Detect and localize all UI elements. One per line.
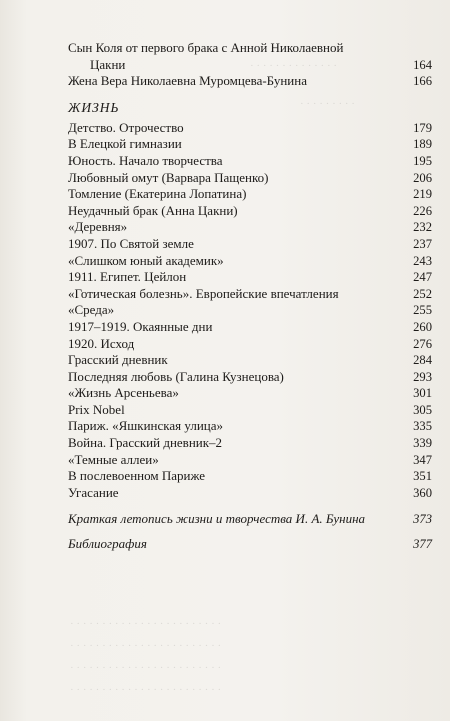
toc-entry-title: Юность. Начало творчества <box>68 152 223 168</box>
toc-entry <box>68 186 432 203</box>
section-heading: ЖИЗНЬ <box>68 99 120 115</box>
toc-entry <box>68 336 432 353</box>
toc-entry-page: 351 <box>413 469 432 484</box>
toc-entry-title: Война. Грасский дневник–2 <box>68 435 223 451</box>
toc-entry-title: «Готическая болезнь». Европейские впечатления <box>68 285 339 301</box>
toc-entry-title: «Темные аллеи» <box>68 451 159 467</box>
toc-entry-title: 1907. По Святой земле <box>68 235 194 251</box>
toc-entry <box>68 40 432 57</box>
toc-entry-page: 360 <box>413 485 432 500</box>
toc-entry <box>68 286 432 303</box>
toc-entry <box>68 468 432 485</box>
toc-entry <box>68 302 432 319</box>
toc-entry-title: Неудачный брак (Анна Цакни) <box>68 202 238 218</box>
toc-entry-title: Prix Nobel <box>68 401 125 417</box>
toc-entry-page: 335 <box>413 419 432 434</box>
toc-entry-title: 1917–1919. Окаянные дни <box>68 318 213 334</box>
toc-entry-title: Томление (Екатерина Лопатина) <box>68 186 247 202</box>
toc-entry-page: 260 <box>413 319 432 334</box>
show-through-text: · · · · · · · · · · · · · · <box>250 60 338 72</box>
toc-entry-title: 1911. Египет. Цейлон <box>68 269 187 285</box>
toc-entry <box>68 57 432 74</box>
toc-entry-title: «Жизнь Арсеньева» <box>68 385 179 401</box>
toc-entry-page: 247 <box>413 270 432 285</box>
toc-entry-bibliography <box>68 536 432 553</box>
toc-entry-page: 166 <box>413 74 432 89</box>
toc-entry-page: 195 <box>413 153 432 168</box>
toc-entry <box>68 170 432 187</box>
toc-entry-title: «Слишком юный академик» <box>68 252 224 268</box>
toc-entry-title: Библиография <box>68 536 147 552</box>
toc-entry <box>68 236 432 253</box>
toc-entry-title: В послевоенном Париже <box>68 468 206 484</box>
toc-entry-page: 339 <box>413 436 432 451</box>
toc-entry <box>68 435 432 452</box>
toc-entry-page: 377 <box>413 537 432 552</box>
toc-entry-title: Детство. Отрочество <box>68 119 184 135</box>
toc-entry-page: 347 <box>413 452 432 467</box>
toc-entry <box>68 452 432 469</box>
toc-entry-page: 293 <box>413 369 432 384</box>
toc-entry-page: 243 <box>413 253 432 268</box>
toc-entry-page: 237 <box>413 236 432 251</box>
toc-entry-title: 1920. Исход <box>68 335 135 351</box>
toc-entry-page: 164 <box>413 57 432 72</box>
toc-entry-chronicle <box>68 511 432 528</box>
toc-entry-page: 284 <box>413 353 432 368</box>
toc-entry-title: «Среда» <box>68 302 115 318</box>
toc-entry-page: 189 <box>413 137 432 152</box>
show-through-text: · · · · · · · · · <box>300 98 355 110</box>
toc-entry-page: 179 <box>413 120 432 135</box>
toc-entry-title: Жена Вера Николаевна Муромцева-Бунина <box>68 73 307 89</box>
toc-entry-title: В Елецкой гимназии <box>68 136 182 152</box>
toc-entry-title: Цакни <box>90 56 126 72</box>
toc-entry <box>68 369 432 386</box>
toc-entry-page: 301 <box>413 386 432 401</box>
toc-entry-title: Краткая летопись жизни и творчества И. А. Бунина <box>68 511 366 527</box>
toc-entry <box>68 319 432 336</box>
table-of-contents <box>68 40 432 553</box>
toc-entry-title: Сын Коля от первого брака с Анной Николаевной <box>68 40 344 55</box>
toc-entry <box>68 253 432 270</box>
toc-entry <box>68 352 432 369</box>
toc-entry-page: 255 <box>413 303 432 318</box>
toc-entry <box>68 219 432 236</box>
toc-entry <box>68 269 432 286</box>
toc-entry-title: «Деревня» <box>68 219 128 235</box>
show-through-text: · · · · · · · · · · · · · · · · · · · · · · · · <box>70 684 222 696</box>
life-section-list <box>68 120 432 502</box>
toc-entry-page: 252 <box>413 286 432 301</box>
toc-entry-page: 276 <box>413 336 432 351</box>
toc-entry-title: Грасский дневник <box>68 352 168 368</box>
toc-entry <box>68 153 432 170</box>
toc-entry-title: Париж. «Яшкинская улица» <box>68 418 223 434</box>
toc-entry-page: 206 <box>413 170 432 185</box>
toc-entry <box>68 418 432 435</box>
show-through-text: · · · · · · · · · · · · · · · · · · · · · · · · <box>70 662 222 674</box>
toc-entry <box>68 120 432 137</box>
show-through-text: · · · · · · · · · · · · · · · · · · · · · · · · <box>70 618 222 630</box>
toc-entry <box>68 485 432 502</box>
toc-entry <box>68 136 432 153</box>
toc-entry-page: 219 <box>413 187 432 202</box>
toc-entry <box>68 203 432 220</box>
toc-entry-page: 226 <box>413 203 432 218</box>
toc-entry <box>68 73 432 90</box>
toc-entry-title: Любовный омут (Варвара Пащенко) <box>68 169 269 185</box>
toc-entry-title: Последняя любовь (Галина Кузнецова) <box>68 368 284 384</box>
toc-entry-page: 373 <box>413 512 432 527</box>
show-through-text: · · · · · · · · · · · · · · · · · · · · · · · · <box>70 640 222 652</box>
toc-entry-page: 305 <box>413 402 432 417</box>
toc-entry-page: 232 <box>413 220 432 235</box>
toc-entry <box>68 402 432 419</box>
toc-entry <box>68 385 432 402</box>
toc-entry-title: Угасание <box>68 484 119 500</box>
